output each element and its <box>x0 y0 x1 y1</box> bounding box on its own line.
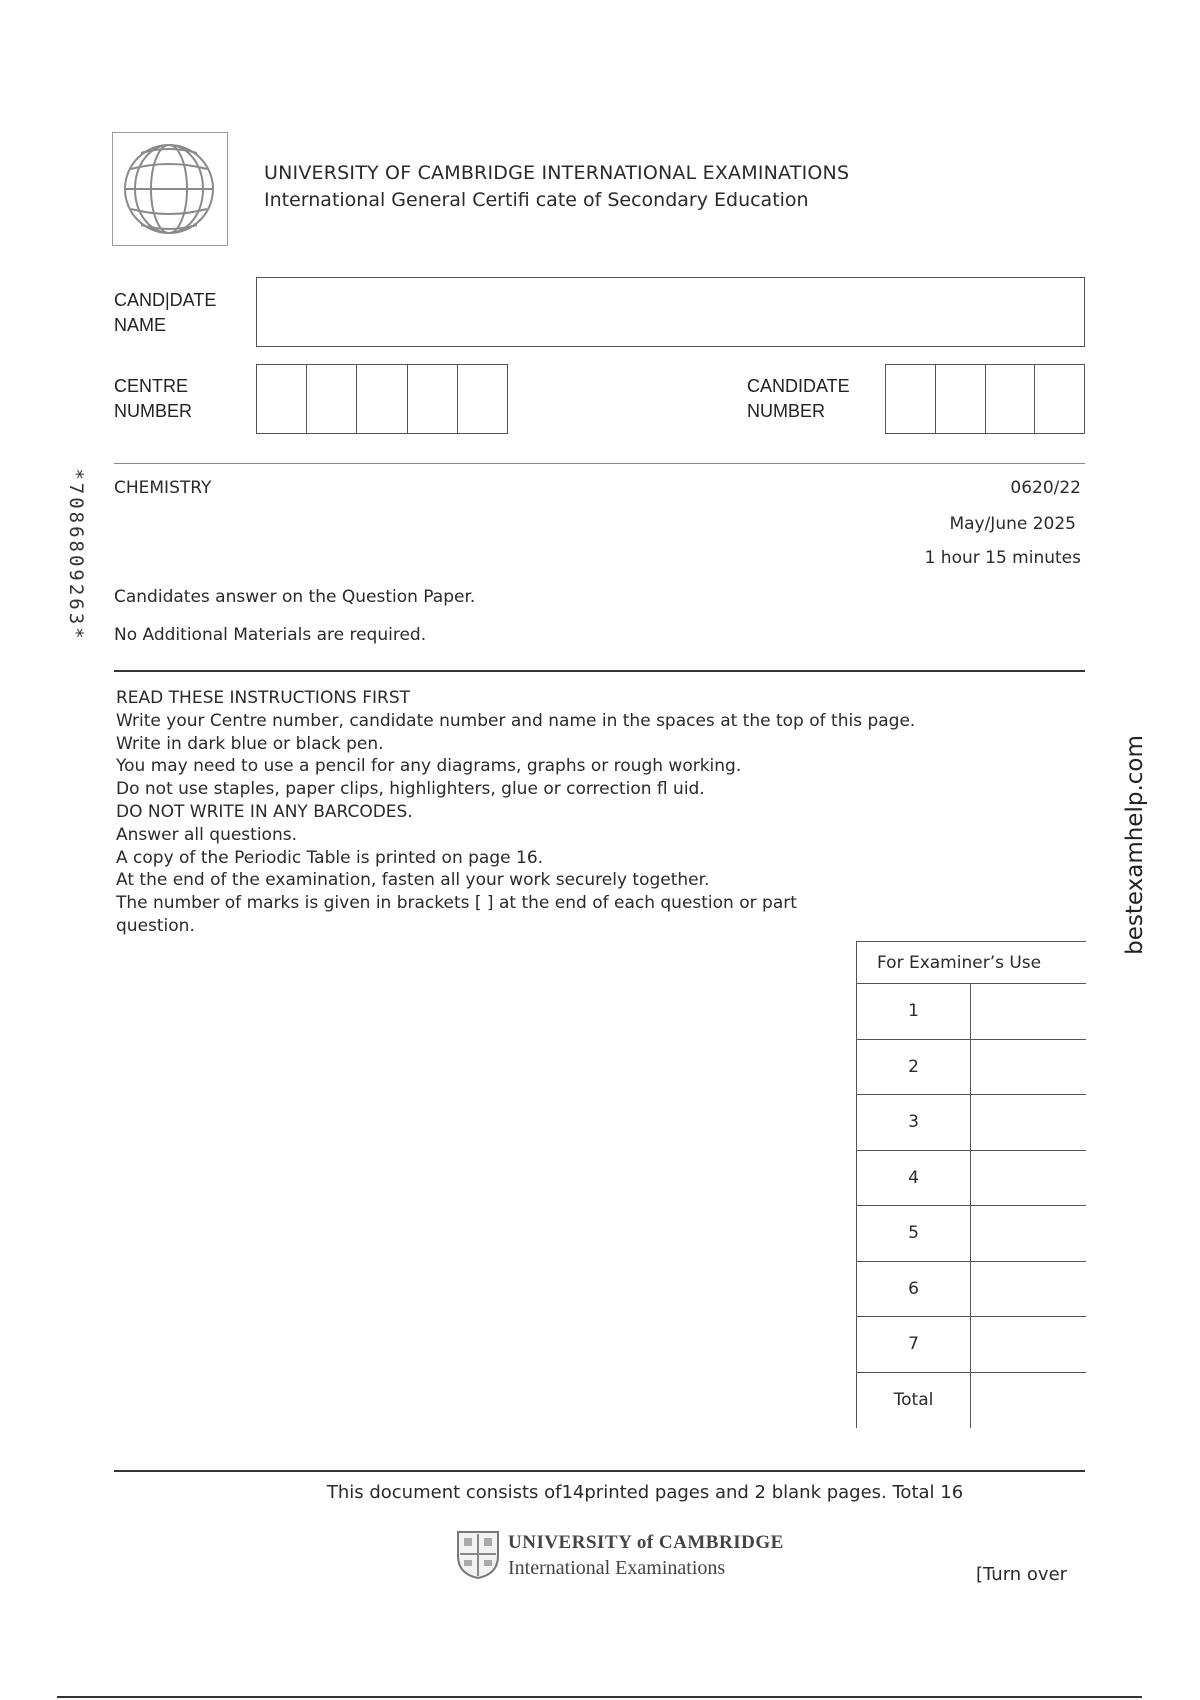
instruction-line: You may need to use a pencil for any diagrams, graphs or rough working. <box>116 756 742 777</box>
globe-icon <box>113 133 226 244</box>
instruction-line: Do not use staples, paper clips, highlighters, glue or correction fl uid. <box>116 779 705 800</box>
cambridge-globe-logo <box>112 132 228 246</box>
website-watermark: bestexamhelp.com <box>1122 735 1148 955</box>
centre-number-cell[interactable] <box>408 365 458 433</box>
instruction-line: Answer all questions. <box>116 824 297 845</box>
mark-cell[interactable] <box>971 1095 1087 1151</box>
university-name: UNIVERSITY of CAMBRIDGE <box>508 1532 784 1553</box>
candidate-barcode-code: *7086809263* <box>65 468 87 642</box>
instruction-line: Write your Centre number, candidate number and name in the spaces at the top of this page. <box>116 710 916 731</box>
centre-number-field[interactable] <box>256 364 508 434</box>
institution-name: International Examinations <box>508 1557 726 1579</box>
centre-number-cell[interactable] <box>257 365 307 433</box>
table-row: 7 <box>857 1317 1087 1373</box>
table-row: 1 <box>857 984 1087 1040</box>
crest-icon <box>456 1530 500 1580</box>
table-row: 6 <box>857 1261 1087 1317</box>
total-mark-cell[interactable] <box>971 1372 1087 1428</box>
candidate-number-cell[interactable] <box>1035 365 1084 433</box>
centre-number-cell[interactable] <box>307 365 357 433</box>
divider <box>114 1470 1085 1472</box>
table-row: 5 <box>857 1206 1087 1262</box>
candidate-number-field[interactable] <box>885 364 1085 434</box>
instructions-block <box>116 687 915 938</box>
candidate-number-cell[interactable] <box>936 365 986 433</box>
mark-cell[interactable] <box>971 1039 1087 1095</box>
table-row: 2 <box>857 1039 1087 1095</box>
mark-cell[interactable] <box>971 1206 1087 1262</box>
table-row-total: Total <box>857 1372 1087 1428</box>
mark-cell[interactable] <box>971 1317 1087 1373</box>
centre-number-cell[interactable] <box>458 365 507 433</box>
mark-cell[interactable] <box>971 1150 1087 1206</box>
examiner-use-table <box>856 941 1086 1428</box>
board-name: UNIVERSITY OF CAMBRIDGE INTERNATIONAL EXAMINATIONS <box>264 162 850 184</box>
table-row: 4 <box>857 1150 1087 1206</box>
candidate-name-label: CAND|DATE NAME <box>114 290 217 335</box>
exam-session: May/June 2025 <box>949 514 1076 534</box>
paper-code: 0620/22 <box>1010 478 1081 498</box>
subject-name: CHEMISTRY <box>114 478 212 498</box>
table-row: 3 <box>857 1095 1087 1151</box>
examiner-table-header: For Examiner’s Use <box>857 942 1087 984</box>
page-count-note: This document consists of14printed pages and 2 blank pages. Total 16 <box>326 1482 964 1503</box>
cambridge-crest-logo <box>456 1530 500 1580</box>
candidate-number-cell[interactable] <box>986 365 1036 433</box>
page-bottom-rule <box>57 1696 1142 1698</box>
instruction-line: At the end of the examination, fasten all your work securely together. <box>116 870 710 891</box>
materials-note: Candidates answer on the Question Paper. <box>114 587 476 607</box>
candidate-name-field[interactable] <box>256 277 1085 347</box>
exam-duration: 1 hour 15 minutes <box>924 548 1081 568</box>
mark-cell[interactable] <box>971 984 1087 1040</box>
divider <box>114 463 1085 464</box>
candidate-number-label: CANDIDATE NUMBER <box>747 376 850 421</box>
centre-number-cell[interactable] <box>357 365 407 433</box>
instruction-line: question. <box>116 915 195 936</box>
instructions-title: READ THESE INSTRUCTIONS FIRST <box>116 688 411 708</box>
instruction-line: A copy of the Periodic Table is printed on page 16. <box>116 847 544 868</box>
divider <box>114 670 1085 672</box>
centre-number-label: CENTRE NUMBER <box>114 376 193 421</box>
candidate-number-cell[interactable] <box>886 365 936 433</box>
instruction-line: Write in dark blue or black pen. <box>116 733 384 754</box>
materials-required: No Additional Materials are required. <box>114 625 427 645</box>
mark-cell[interactable] <box>971 1261 1087 1317</box>
instruction-line: The number of marks is given in brackets [ ] at the end of each question or part <box>116 893 797 914</box>
qualification-name: International General Certifi cate of Secondary Education <box>264 189 809 211</box>
instruction-line: DO NOT WRITE IN ANY BARCODES. <box>116 801 413 822</box>
turn-over-note: [Turn over <box>976 1564 1068 1585</box>
